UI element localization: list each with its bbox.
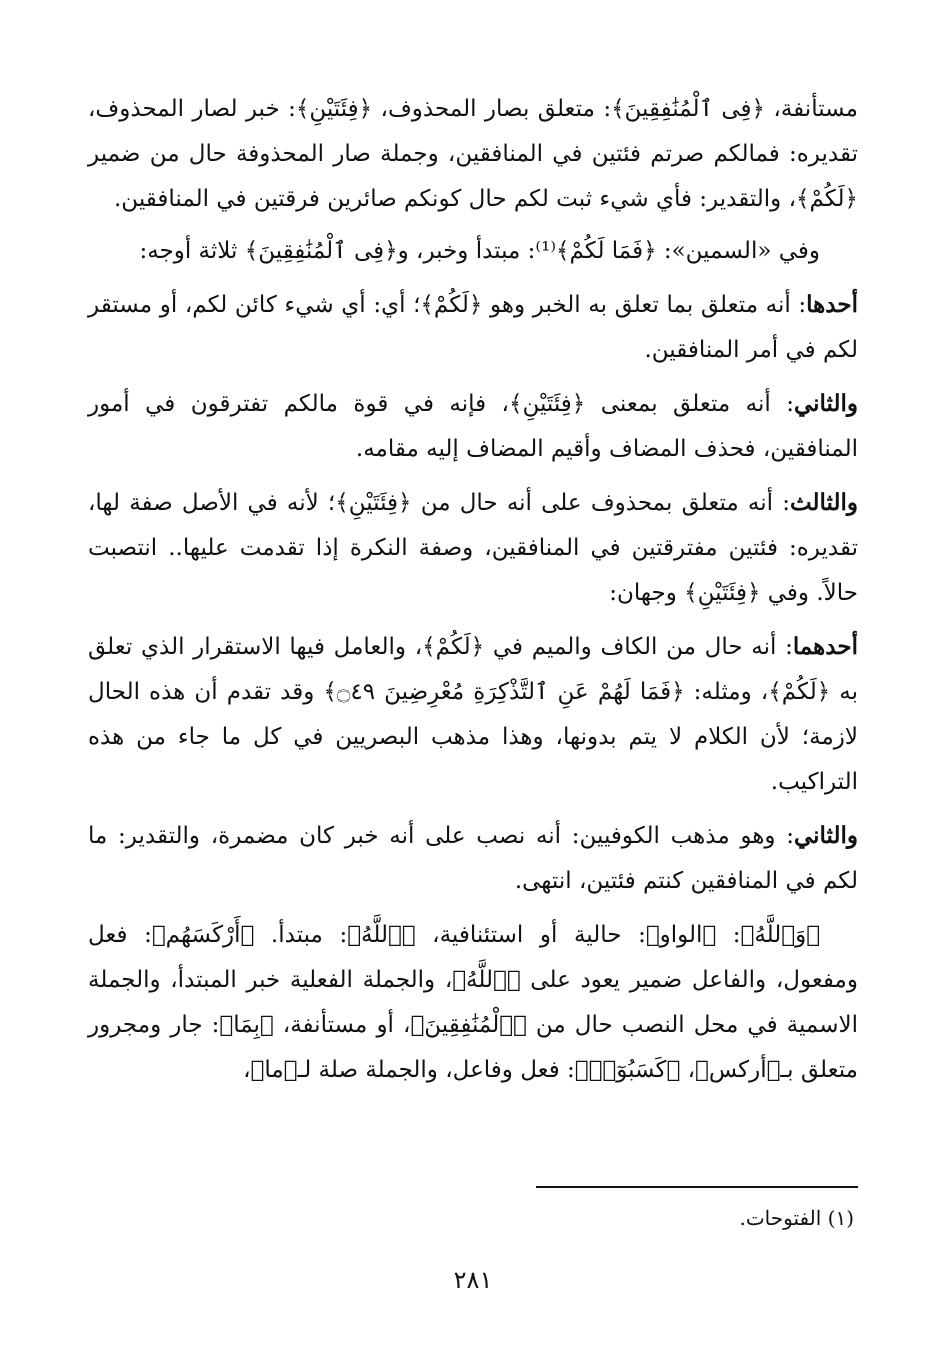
paragraph-3: [88, 282, 858, 373]
footnote-divider: [536, 1186, 858, 1188]
page-body: [88, 86, 858, 1101]
paragraph-5-lead: والثالث: [789, 489, 858, 516]
footnote: (١) الفتوحات.: [739, 1206, 854, 1230]
paragraph-3-lead: أحدها: [806, 291, 858, 318]
paragraph-7-text: : وهو مذهب الكوفيين: أنه نصب على أنه خبر كان مضمرة، والتقدير: ما لكم في المنافقين كنتم فئتين، انتهى.: [88, 823, 858, 894]
paragraph-2-text: وفي «السمين»: ﴿فَمَا لَكُمْ﴾⁽¹⁾: مبتدأ وخبر، و﴿فِى ٱلْمُنَٰفِقِينَ﴾ ثلاثة أوجه:: [139, 238, 820, 264]
paragraph-3-text: : أنه متعلق بما تعلق به الخبر وهو ﴿لَكُمْ﴾؛ أي: أي شيء كائن لكم، أو مستقر لكم في أمر المنافقين.: [88, 292, 858, 363]
page-number: ٢٨١: [453, 1266, 493, 1294]
paragraph-7: [88, 813, 858, 904]
paragraph-5: [88, 480, 858, 616]
paragraph-7-lead: والثاني: [793, 822, 858, 849]
paragraph-8-text: ﴿وَٱللَّهُ﴾: ﴿الواو﴾: حالية أو استئنافية، ﴿ٱللَّهُ﴾: مبتدأ. ﴿أَرْكَسَهُم﴾: فعل ومفعول، والفاعل ضمير يعود على ﴿ٱللَّهُ﴾، والجملة الفعلية خبر المبتدأ، والجملة الاسمية في محل النصب حال من ﴿ٱلْمُنَٰفِقِينَ﴾، أو مستأنفة، ﴿بِمَا﴾: جار ومجرور متعلق بـ﴿أركس﴾، ﴿كَسَبُوٓا۟﴾: فعل وفاعل، والجملة صلة لـ﴿ما﴾،: [88, 922, 858, 1083]
paragraph-4-lead: والثاني: [793, 390, 858, 417]
paragraph-4: [88, 381, 858, 472]
paragraph-6-text: : أنه حال من الكاف والميم في ﴿لَكُمْ﴾، والعامل فيها الاستقرار الذي تعلق به ﴿لَكُمْ﴾، ومثله: ﴿فَمَا لَهُمْ عَنِ ٱلتَّذْكِرَةِ مُعْرِضِينَ ۝٤٩﴾ وقد تقدم أن هذه الحال لازمة؛ لأن الكلام لا يتم بدونها، وهذا مذهب البصريين في كل ما جاء من هذه التراكيب.: [88, 634, 858, 795]
paragraph-4-text: : أنه متعلق بمعنى ﴿فِئَتَيْنِ﴾، فإنه في قوة مالكم تفترقون في أمور المنافقين، فحذف المضاف وأقيم المضاف إليه مقامه.: [88, 391, 858, 462]
paragraph-5-text: : أنه متعلق بمحذوف على أنه حال من ﴿فِئَتَيْنِ﴾؛ لأنه في الأصل صفة لها، تقديره: فئتين مفترقتين في المنافقين، وصفة النكرة إذا تقدمت عليها.. انتصبت حالاً. وفي ﴿فِئَتَيْنِ﴾ وجهان:: [88, 490, 858, 606]
paragraph-8: [88, 912, 858, 1093]
paragraph-6-lead: أحدهما: [792, 633, 858, 660]
paragraph-2: [88, 228, 858, 274]
paragraph-1: [88, 86, 858, 222]
paragraph-1-text: مستأنفة، ﴿فِى ٱلْمُنَٰفِقِينَ﴾: متعلق بصار المحذوف، ﴿فِئَتَيْنِ﴾: خبر لصار المحذوف، تقديره: فمالكم صرتم فئتين في المنافقين، وجملة صار المحذوفة حال من ضمير ﴿لَكُمْ﴾، والتقدير: فأي شيء ثبت لكم حال كونكم صائرين فرقتين في المنافقين.: [88, 96, 858, 212]
paragraph-6: [88, 624, 858, 805]
